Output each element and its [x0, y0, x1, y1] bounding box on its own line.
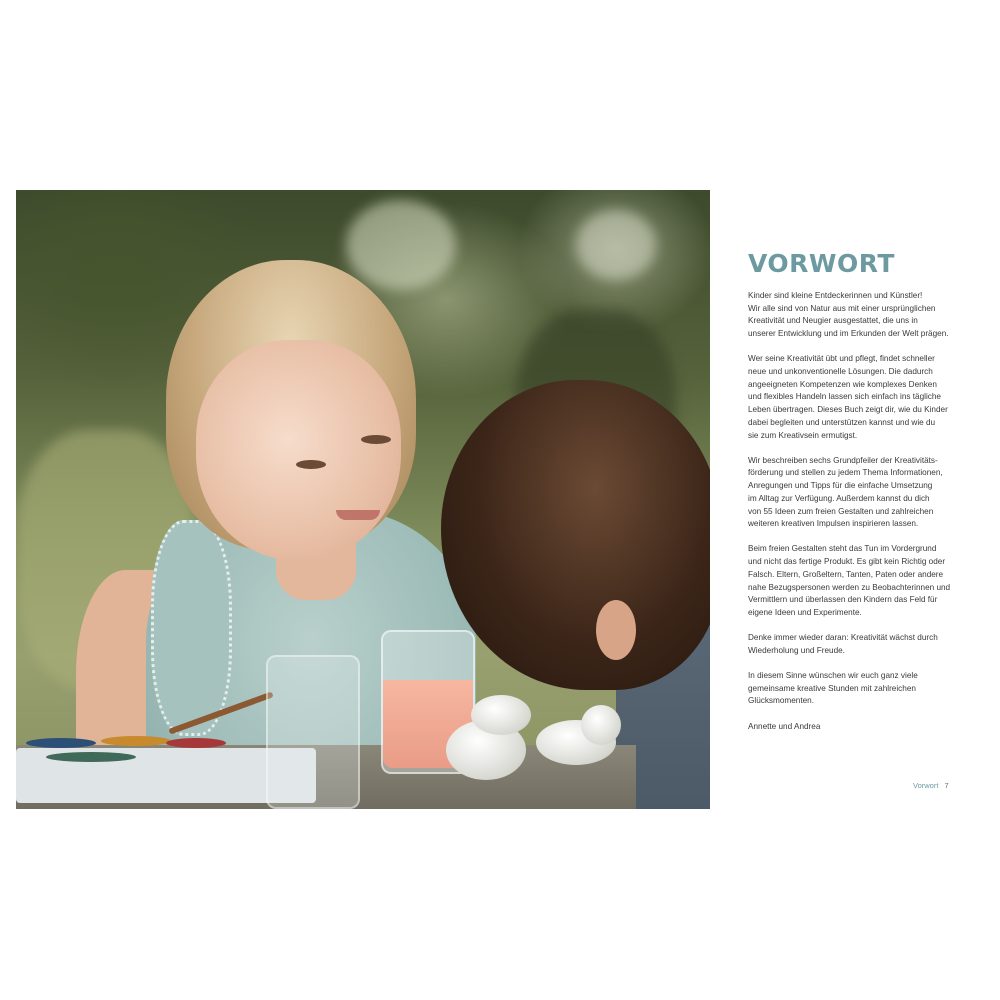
page-title: VORWORT: [748, 249, 895, 278]
paint-blob: [26, 738, 96, 748]
paint-blob: [101, 736, 171, 746]
foreword-paragraph: Denke immer wieder daran: Kreativität wächst durch Wiederholung und Freude.: [748, 633, 938, 655]
background-bokeh: [576, 210, 656, 280]
running-footer-section: Vorwort: [913, 781, 939, 790]
photo-children-painting: [16, 190, 710, 809]
boy-head: [441, 380, 710, 690]
white-stone: [581, 705, 621, 745]
foreword-paragraph: Wir beschreiben sechs Grundpfeiler der Kreativitäts- förderung und stellen zu jedem Thema Informationen, Anregungen und Tipps für die einfache Umsetzung im Alltag zur Verfügung. Außerdem kannst du dich von 55 Ideen zum freien Gestalten und zahlreichen weiteren kreativen Impulsen inspirieren lassen.: [748, 455, 943, 529]
boy-ear: [596, 600, 636, 660]
foreword-paragraph: Beim freien Gestalten steht das Tun im Vordergrund und nicht das fertige Produkt. Es gibt kein Richtig oder Falsch. Eltern, Großeltern, Tanten, Paten oder andere nahe Bezugspersonen werden zu Beobachterinnen und Vermittlern und überlassen den Kindern das Feld für eigene Ideen und Experimente.: [748, 544, 951, 617]
background-bokeh: [346, 200, 456, 290]
paint-blob: [166, 738, 226, 748]
author-signature: Annette und Andrea: [748, 721, 821, 731]
girl-smile: [336, 510, 380, 520]
foreword-text-column: [748, 250, 958, 746]
page-footer: [913, 781, 949, 790]
page-number: 7: [944, 781, 949, 790]
girl-face: [196, 340, 401, 560]
foreword-paragraph: Wer seine Kreativität übt und pflegt, findet schneller neue und unkonventionelle Lösungen. Die dadurch angeeigneten Kompetenzen wie komplexes Denken und flexibles Handeln lassen sich einfach ins tägliche Leben übertragen. Dieses Buch zeigt dir, wie du Kinder dabei begleiten und unterstützen kannst und wie du sie zum Kreativsein ermutigst.: [748, 354, 948, 440]
girl-dress-ruffle: [151, 520, 232, 736]
girl-eye: [296, 460, 326, 469]
foreword-paragraph: Kinder sind kleine Entdeckerinnen und Künstler! Wir alle sind von Natur aus mit einer ursprünglichen Kreativität und Neugier ausgestattet, die uns in unserer Entwicklung und im Erkunden der Welt prägen.: [748, 291, 949, 339]
girl-eye: [361, 435, 391, 444]
foreword-paragraph: In diesem Sinne wünschen wir euch ganz viele gemeinsame kreative Stunden mit zahlreichen Glücksmomenten.: [748, 671, 918, 706]
paint-blob: [46, 752, 136, 762]
white-stone: [471, 695, 531, 735]
glass-jar: [266, 655, 360, 809]
